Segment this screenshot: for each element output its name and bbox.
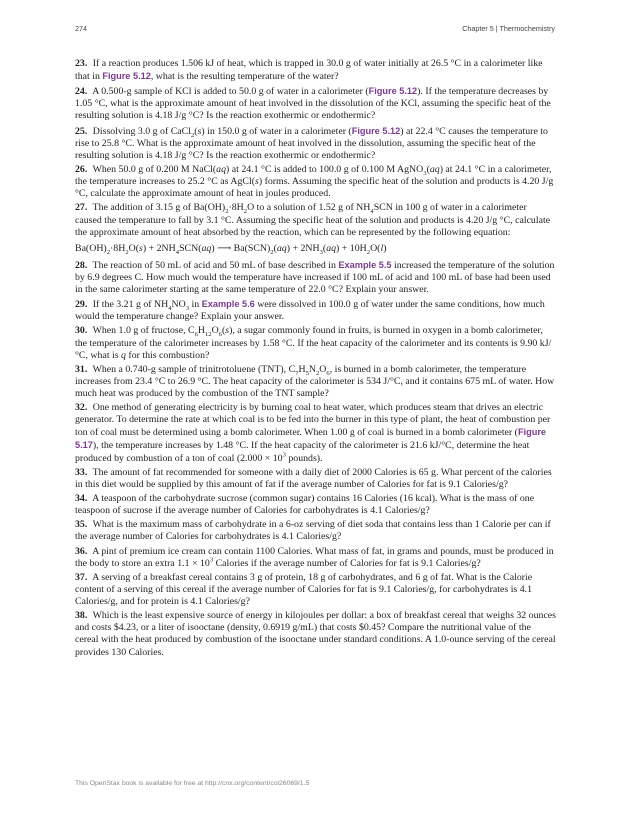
exercise-number: 38. [75, 610, 88, 622]
exercise-number: 26. [75, 164, 88, 176]
exercise-item: 29. If the 3.21 g of $NH_4NO_3$ in Example 5.6 were dissolved in 100.0 g of water under the same conditions, how much would the temperature change? Explain your answer. [75, 299, 545, 323]
exercise-number: 36. [75, 545, 88, 557]
exercise-number: 28. [75, 259, 88, 271]
exercise-item: 37. A serving of a breakfast cereal contains 3 g of protein, 18 g of carbohydrates, and 6 g of fat. What is the Calorie content of a serving of this cereal if the average number of Calories for fat is 9.1 Calories/g, for carbohydrates is 4.1 Calories/g, and for protein is 4.1 Calories/g? [75, 571, 533, 608]
chapter-title: Chapter 5 | Thermochemistry [462, 24, 555, 33]
exercise-item: 38. Which is the least expensive source of energy in kilojoules per dollar: a box of breakfast cereal that weighs 32 ounces and costs $4.23, or a liter of isooctane (density, 0.6919 g/mL) that costs $0.45? Compare the nutritional value of the cereal with the heat produced by combustion of the isooctane under standard conditions. A 1.0-ounce serving of the cereal provides 130 Calories. [75, 610, 557, 658]
exercise-item: 23. If a reaction produces 1.506 kJ of heat, which is trapped in 30.0 g of water initially at 26.5 °C in a calorimeter like that in Figure 5.12, what is the resulting temperature of the water? [75, 58, 543, 83]
page-header [75, 24, 555, 36]
exercise-number: 37. [75, 571, 88, 583]
page-footer: This OpenStax book is available for free at http://cnx.org/content/col26069/1.5 [75, 780, 310, 787]
exercise-item: 27. The addition of 3.15 g of $Ba(OH)_2\cdot 8H_2O$ to a solution of 1.52 g of $NH_4SCN$ in 100 g of water in a calorimeter caused the temperature to fall by 3.1 °C. Assuming the specific heat of the solution and products is 4.20 J/g °C, calculate the approximate amount of heat absorbed by the reaction, which can be represented by the following equation: [75, 202, 551, 238]
figure-link[interactable]: Example 5.5 [338, 259, 392, 270]
exercise-item: 31. When a 0.740-g sample of trinitrotoluene (TNT), $C_7H_5N_2O_6$, is burned in a bomb calorimeter, the temperature increases from 23.4 °C to 26.9 °C. The heat capacity of the calorimeter is 534 J/°C, and it contains 675 mL of water. How much heat was produced by the combustion of the TNT sample? [75, 363, 555, 399]
exercise-list [75, 58, 556, 661]
exercise-item: 30. When 1.0 g of fructose, $C_6H_{12}O_6(s)$, a sugar commonly found in fruits, is burned in oxygen in a bomb calorimeter, the temperature of the calorimeter increases by 1.58 °C. If the heat capacity of the calorimeter and its contents is 9.90 kJ/°C, what is q for this combustion? [75, 325, 552, 361]
exercise-number: 25. [75, 125, 88, 137]
exercise-number: 34. [75, 493, 88, 505]
exercise-item: 25. Dissolving 3.0 g of CaCl$_2$(s) in 150.0 g of water in a calorimeter (Figure 5.12) at 22.4 °C causes the temperature to rise to 25.8 °C. What is the approximate amount of heat involved in the dissolution, assuming the specific heat of the resulting solution is 4.18 J/g °C? Is the reaction exothermic or endothermic? [75, 125, 548, 161]
exercise-item: 32. One method of generating electricity is by burning coal to heat water, which produces steam that drives an electric generator. To determine the rate at which coal is to be fed into the burner in this type of plant, the heat of combustion per ton of coal must be determined using a bomb calorimeter. When 1.00 g of coal is burned in a bomb calorimeter (Figure 5.17), the temperature increases by 1.48 °C. If the heat capacity of the calorimeter is 21.6 kJ/°C, determine the heat produced by combustion of a ton of coal ($2.000 \times 10^3$ pounds). [75, 402, 551, 464]
chemical-equation: $Ba(OH)_2\cdot 8H_2O(s) + 2NH_4SCN(aq)$ ⟶ $Ba(SCN)_2(aq) + 2NH_3(aq) + 10H_2O(l)$ [75, 242, 387, 256]
exercise-item: 24. A 0.500-g sample of KCl is added to 50.0 g of water in a calorimeter (Figure 5.12). If the temperature decreases by 1.05 °C, what is the approximate amount of heat involved in the dissolution of the KCl, assuming the specific heat of the resulting solution is 4.18 J/g °C? Is the reaction exothermic or endothermic? [75, 86, 551, 122]
exercise-item: 36. A pint of premium ice cream can contain 1100 Calories. What mass of fat, in grams and pounds, must be produced in the body to store an extra $1.1 \times 10^3$ Calories if the average number of Calories for fat is 9.1 Calories/g? [75, 545, 554, 569]
exercise-number: 33. [75, 466, 88, 478]
figure-link[interactable]: Example 5.6 [201, 299, 255, 310]
exercise-item: 34. A teaspoon of the carbohydrate sucrose (common sugar) contains 16 Calories (16 kcal). What is the mass of one teaspoon of sucrose if the average number of Calories for carbohydrates is 4.1 Calories/g? [75, 493, 535, 517]
exercise-number: 27. [75, 202, 88, 214]
figure-link[interactable]: Figure 5.12 [351, 125, 401, 136]
exercise-item: 33. The amount of fat recommended for someone with a daily diet of 2000 Calories is 65 g. What percent of the calories in this diet would be supplied by this amount of fat if the average number of Calories for fat is 9.1 Calories/g? [75, 466, 552, 490]
exercise-item: 28. The reaction of 50 mL of acid and 50 mL of base described in Example 5.5 increased the temperature of the solution by 6.9 degrees C. How much would the temperature have increased if 100 mL of acid and 100 mL of base had been used in the same calorimeter starting at the same temperature of 22.0 °C? Explain your answer. [75, 259, 555, 295]
exercise-number: 30. [75, 325, 88, 337]
exercise-number: 35. [75, 519, 88, 531]
exercise-number: 29. [75, 299, 88, 311]
exercise-item: 35. What is the maximum mass of carbohydrate in a 6-oz serving of diet soda that contains less than 1 Calorie per can if the average number of Calories for carbohydrates is 4.1 Calories/g? [75, 519, 551, 543]
exercise-number: 23. [75, 58, 88, 69]
exercise-number: 32. [75, 402, 88, 414]
figure-link[interactable]: Figure 5.12 [368, 86, 418, 97]
exercise-item: 26. When 50.0 g of 0.200 M NaCl(aq) at 24.1 °C is added to 100.0 g of 0.100 M AgNO$_3$(aq) at 24.1 °C in a calorimeter, the temperature increases to 25.2 °C as AgCl(s) forms. Assuming the specific heat of the solution and products is 4.20 J/g °C, calculate the approximate amount of heat in joules produced. [75, 164, 554, 200]
page-number: 274 [75, 24, 87, 33]
exercise-number: 31. [75, 363, 88, 375]
figure-link[interactable]: Figure 5.12 [102, 71, 151, 82]
exercise-number: 24. [75, 86, 88, 98]
figure-link[interactable]: Figure 5.17 [75, 427, 547, 451]
